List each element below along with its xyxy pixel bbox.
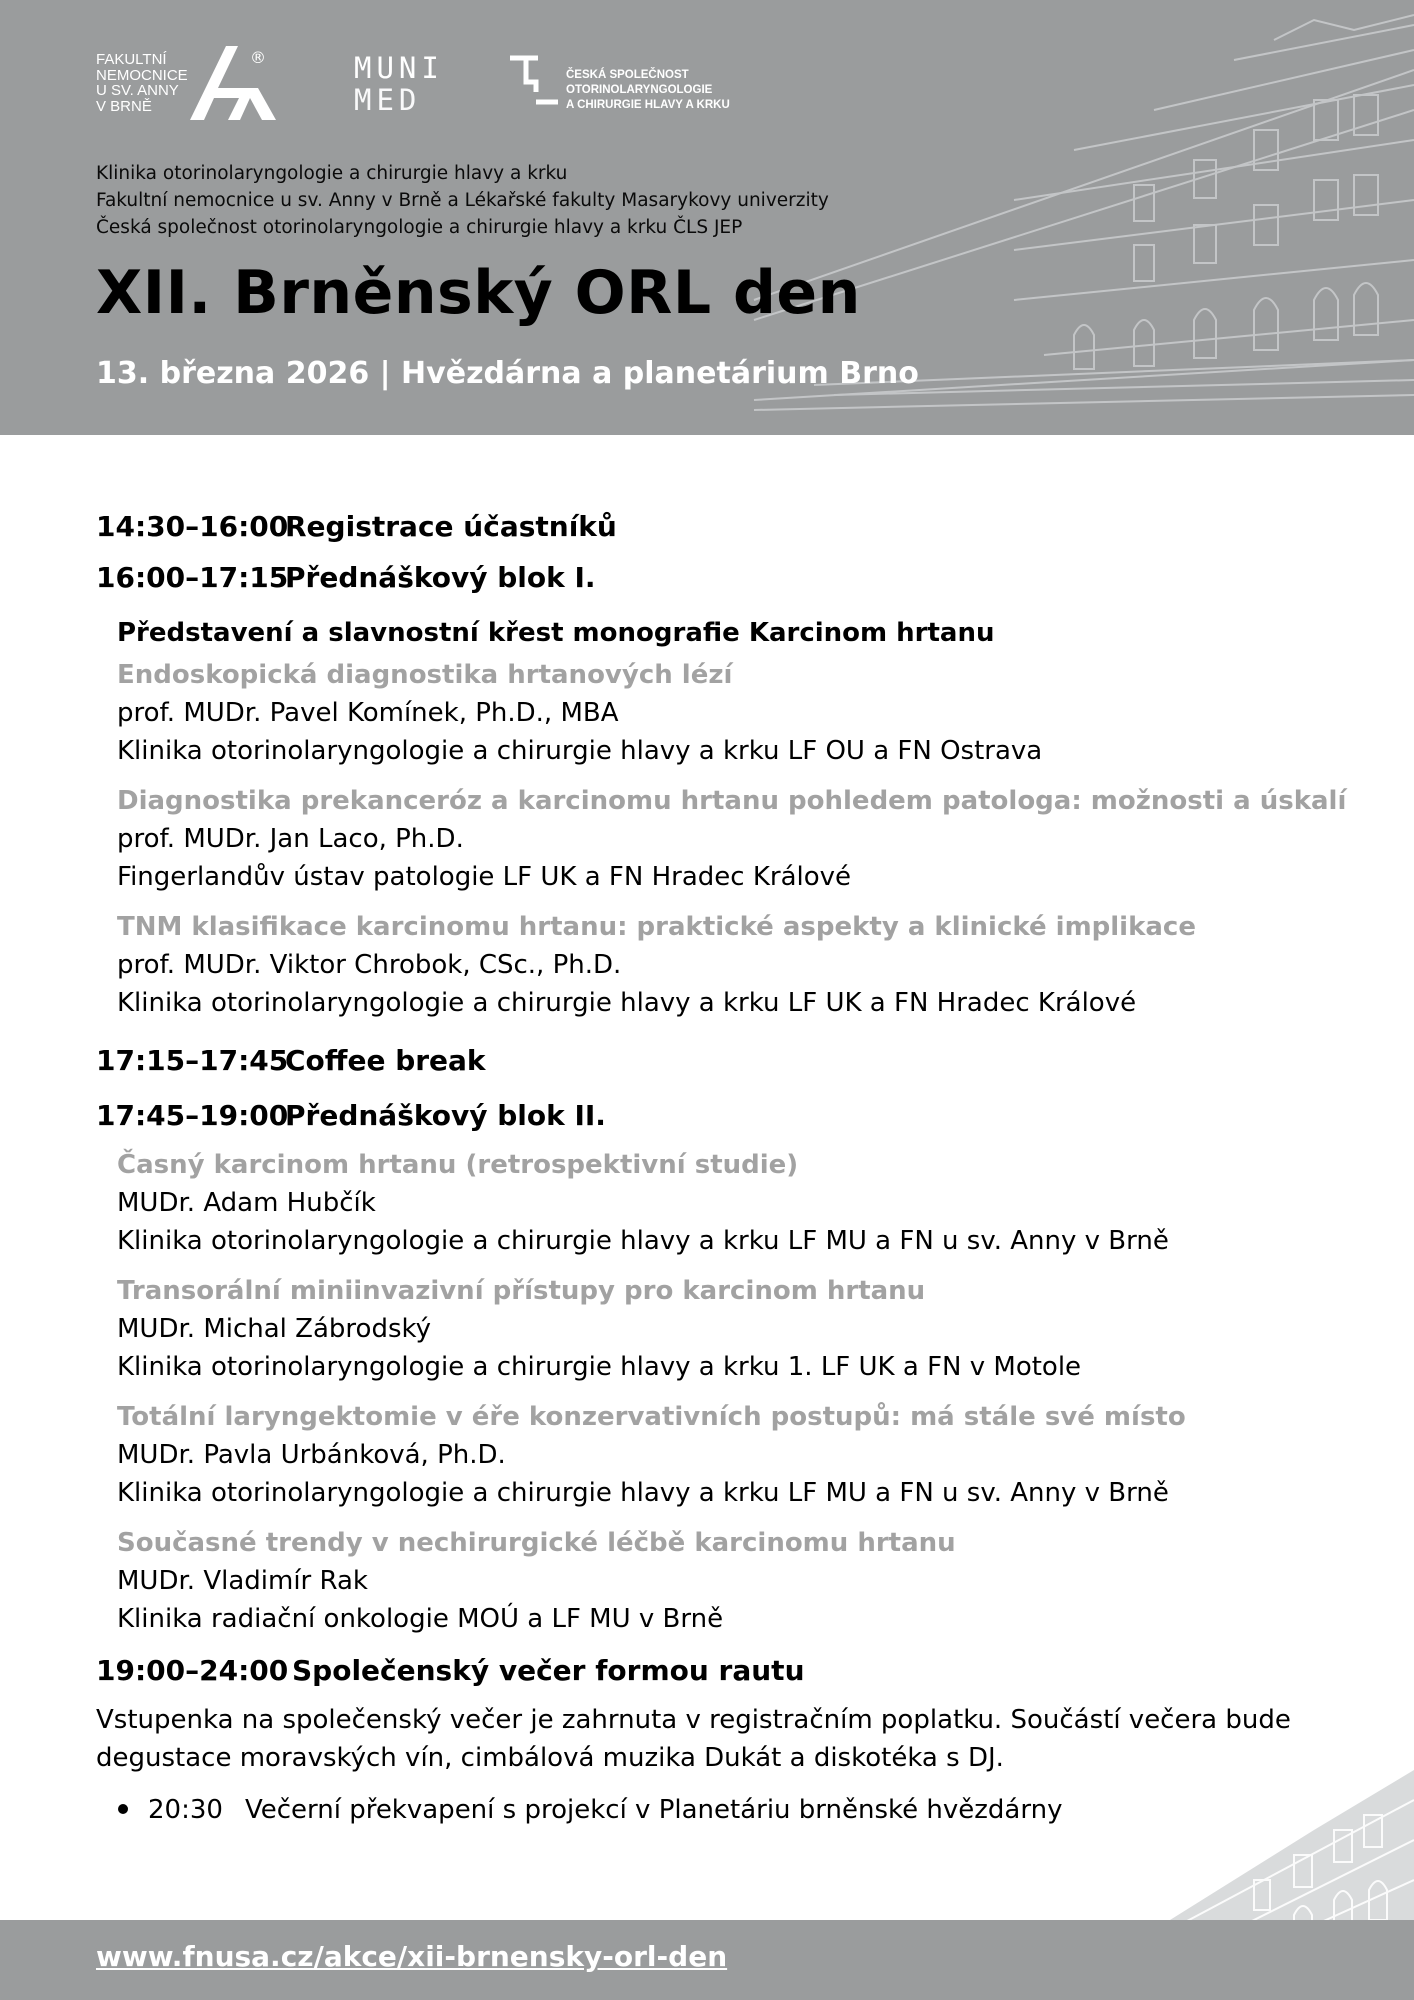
fnusa-logo-line: NEMOCNICE — [96, 66, 188, 84]
talk-item — [117, 1398, 1336, 1512]
talk-affiliation: Klinika radiační onkologie MOÚ a LF MU v Brně — [117, 1604, 724, 1634]
talk-item — [117, 656, 1336, 770]
slot-time: 19:00–24:00 — [96, 1654, 289, 1687]
footer-bar — [0, 1920, 1414, 2000]
talk-speaker: MUDr. Pavla Urbánková, Ph.D. — [117, 1440, 506, 1470]
talk-affiliation: Klinika otorinolaryngologie a chirurgie hlavy a krku LF MU a FN u sv. Anny v Brně — [117, 1478, 1169, 1508]
slot-label: Společenský večer formou rautu — [292, 1654, 805, 1687]
talk-affiliation: Klinika otorinolaryngologie a chirurgie hlavy a krku LF OU a FN Ostrava — [117, 736, 1043, 766]
talk-title: Současné trendy v nechirurgické léčbě karcinomu hrtanu — [117, 1528, 956, 1558]
talk-title: Totální laryngektomie v éře konzervativních postupů: má stále své místo — [117, 1402, 1186, 1432]
csorl-logo-mark-icon — [508, 54, 564, 110]
med-logo-line: MED — [354, 83, 422, 117]
slot-block-1 — [96, 561, 1336, 594]
talk-item — [117, 782, 1347, 896]
slot-label: Přednáškový blok II. — [285, 1099, 606, 1132]
block-2-talks — [117, 1146, 1336, 1638]
event-date-venue: 13. března 2026 | Hvězdárna a planetárium Brno — [96, 356, 919, 391]
evening-description: Vstupenka na společenský večer je zahrnuta v registračním poplatku. Součástí večera bude degustace moravských vín, cimbálová muzika Dukát a diskotéka s DJ. — [96, 1705, 1291, 1773]
bullet-time: 20:30 — [148, 1795, 223, 1825]
slot-registration — [96, 510, 1336, 543]
program — [96, 510, 1347, 1829]
talk-speaker: MUDr. Adam Hubčík — [117, 1188, 376, 1218]
talk-speaker: MUDr. Michal Zábrodský — [117, 1314, 432, 1344]
slot-time: 16:00–17:15 — [96, 561, 289, 594]
bullet-dot-icon — [118, 1804, 128, 1814]
talk-title: Diagnostika prekanceróz a karcinomu hrtanu pohledem patologa: možnosti a úskalí — [117, 786, 1347, 816]
csorl-logo-line: A CHIRURGIE HLAVY A KRKU — [566, 99, 730, 111]
talk-item — [117, 1524, 1336, 1638]
fnusa-logo-line: U SV. ANNY — [96, 82, 179, 99]
monograph-subheading: Představení a slavnostní křest monografie Karcinom hrtanu — [117, 618, 995, 648]
organizers — [96, 160, 829, 241]
organizer-line: Klinika otorinolaryngologie a chirurgie hlavy a krku — [96, 163, 568, 184]
talk-title: Časný karcinom hrtanu (retrospektivní studie) — [117, 1150, 799, 1180]
csorl-logo-line: OTORINOLARYNGOLOGIE — [566, 84, 713, 96]
talk-affiliation: Fingerlandův ústav patologie LF UK a FN Hradec Králové — [117, 862, 852, 892]
slot-coffee-break — [96, 1044, 1336, 1077]
slot-label: Coffee break — [285, 1044, 486, 1077]
talk-item — [117, 908, 1336, 1022]
csorl-logo-line: ČESKÁ SPOLEČNOST — [566, 69, 689, 81]
registered-mark: ® — [250, 48, 266, 67]
muni-logo-line: MUNI — [354, 51, 444, 85]
block-1-talks — [117, 618, 1347, 1022]
organizer-line: Fakultní nemocnice u sv. Anny v Brně a Lékařské fakulty Masarykovy univerzity — [96, 190, 829, 211]
slot-block-2 — [96, 1099, 1336, 1132]
organizer-line: Česká společnost otorinolaryngologie a chirurgie hlavy a krku ČLS JEP — [96, 217, 743, 238]
talk-speaker: MUDr. Vladimír Rak — [117, 1566, 368, 1596]
talk-affiliation: Klinika otorinolaryngologie a chirurgie hlavy a krku 1. LF UK a FN v Motole — [117, 1352, 1082, 1382]
talk-title: TNM klasifikace karcinomu hrtanu: praktické aspekty a klinické implikace — [117, 912, 1196, 942]
event-title: XII. Brněnský ORL den — [96, 258, 861, 328]
slot-time: 17:45–19:00 — [96, 1099, 289, 1132]
talk-title: Endoskopická diagnostika hrtanových lézí — [117, 660, 733, 690]
talk-speaker: prof. MUDr. Pavel Komínek, Ph.D., MBA — [117, 698, 619, 728]
fnusa-logo-line: V BRNĚ — [96, 97, 152, 115]
header-banner — [0, 0, 1414, 435]
fnusa-logo-line: FAKULTNÍ — [96, 51, 167, 68]
fnusa-logo — [96, 44, 296, 124]
slot-label: Přednáškový blok I. — [285, 561, 596, 594]
bullet-text: Večerní překvapení s projekcí v Planetáriu brněnské hvězdárny — [244, 1795, 1063, 1825]
talk-item — [117, 1272, 1336, 1386]
slot-time: 14:30–16:00 — [96, 510, 289, 543]
muni-med-logo — [354, 52, 444, 116]
talk-affiliation: Klinika otorinolaryngologie a chirurgie hlavy a krku LF UK a FN Hradec Králové — [117, 988, 1137, 1018]
event-website-link[interactable]: www.fnusa.cz/akce/xii-brnensky-orl-den — [96, 1940, 728, 1973]
talk-item — [117, 1146, 1336, 1260]
talk-speaker: prof. MUDr. Jan Laco, Ph.D. — [117, 824, 464, 854]
talk-title: Transorální miniinvazivní přístupy pro karcinom hrtanu — [117, 1276, 926, 1306]
slot-evening — [96, 1654, 1336, 1687]
csorl-logo — [508, 54, 730, 114]
talk-speaker: prof. MUDr. Viktor Chrobok, CSc., Ph.D. — [117, 950, 622, 980]
talk-affiliation: Klinika otorinolaryngologie a chirurgie hlavy a krku LF MU a FN u sv. Anny v Brně — [117, 1226, 1169, 1256]
slot-time: 17:15–17:45 — [96, 1044, 289, 1077]
slot-label: Registrace účastníků — [285, 510, 617, 543]
